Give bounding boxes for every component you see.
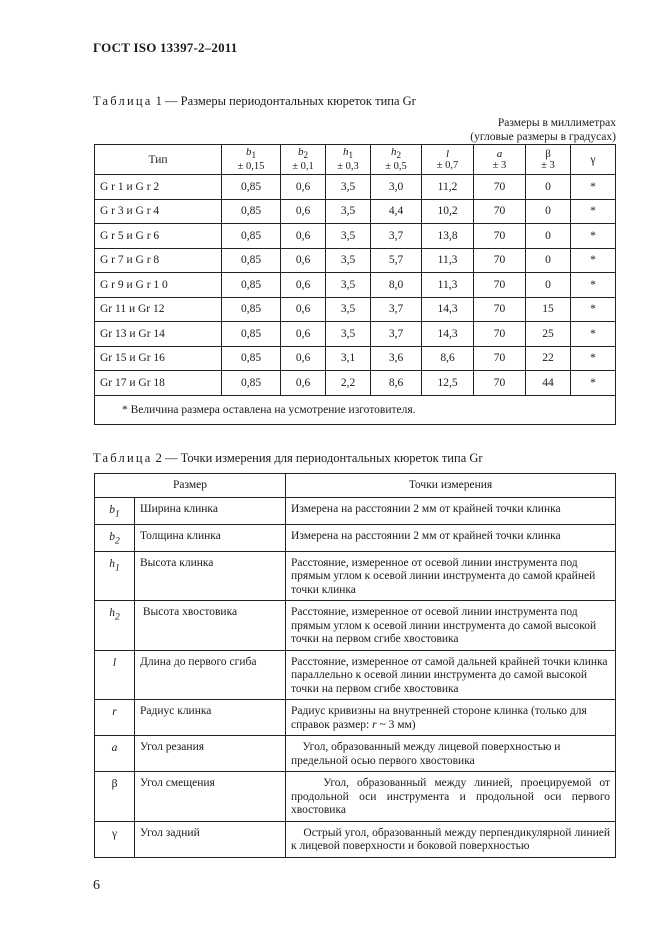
header-gamma: γ <box>571 145 616 175</box>
measure-point: Расстояние, измеренное от самой дальней крайней точки клинка параллельно к осевой линии инструмента до самой высокой точки на первом сгибе хвостовика <box>286 650 616 700</box>
size-name: Длина до первого сгиба <box>135 650 286 700</box>
size-name: Высота клинка <box>135 551 286 601</box>
table-row <box>95 736 616 772</box>
table2 <box>94 473 616 858</box>
table-row: Gr 15 и Gr 16 0,85 0,6 3,1 3,6 8,6 70 22 * <box>95 346 616 371</box>
header-a: a ± 3 <box>474 145 526 175</box>
table-row: G r 3 и G r 4 0,85 0,6 3,5 4,4 10,2 70 0 * <box>95 199 616 224</box>
measure-point: Расстояние, измеренное от осевой линии инструмента под прямым углом к осевой линии инструмента до самой крайней точки клинка <box>286 551 616 601</box>
table-row <box>95 551 616 601</box>
size-name: Толщина клинка <box>135 524 286 551</box>
header-measure-points: Точки измерения <box>286 474 616 498</box>
size-name: Ширина клинка <box>135 498 286 525</box>
measure-point: Измерена на расстоянии 2 мм от крайней точки клинка <box>286 524 616 551</box>
measure-point: Расстояние, измеренное от осевой линии инструмента под прямым углом к осевой линии инструмента до самой высокой точки на первом сгибе хвостовика <box>286 601 616 651</box>
header-b1: $b_1$ ± 0,15 <box>222 145 281 175</box>
measure-point: Острый угол, образованный между перпендикулярной линией к лицевой поверхности и боковой поверхностью <box>286 821 616 857</box>
symbol-cell: a <box>95 736 135 772</box>
table-row: G r 9 и G r 1 0 0,85 0,6 3,5 8,0 11,3 70 0 * <box>95 273 616 298</box>
table2-caption-text: 2 — Точки измерения для периодонтальных кюреток типа Gr <box>152 451 483 465</box>
table1-caption <box>93 94 416 109</box>
header-type: Тип <box>95 145 222 175</box>
table-row <box>95 772 616 822</box>
table2-caption-word: Таблица <box>93 451 153 465</box>
table1-caption-text: 1 — Размеры периодонтальных кюреток типа Gr <box>152 94 416 108</box>
document-header: ГОСТ ISO 13397-2–2011 <box>93 40 238 55</box>
table1-footnote: * Величина размера оставлена на усмотрение изготовителя. <box>95 395 616 424</box>
table-row <box>95 821 616 857</box>
symbol-cell: $b_2$ <box>95 524 135 551</box>
table-row <box>95 524 616 551</box>
table2-header-row <box>95 474 616 498</box>
symbol-cell: γ <box>95 821 135 857</box>
symbol-cell: $h_2$ <box>95 601 135 651</box>
table-row: Gr 11 и Gr 12 0,85 0,6 3,5 3,7 14,3 70 15 * <box>95 297 616 322</box>
size-name: Радиус клинка <box>135 700 286 736</box>
header-l: l ± 0,7 <box>422 145 474 175</box>
symbol-cell: l <box>95 650 135 700</box>
header-h1: $h_1$ ± 0,3 <box>326 145 371 175</box>
table-row: G r 5 и G r 6 0,85 0,6 3,5 3,7 13,8 70 0 * <box>95 224 616 249</box>
table-row <box>95 498 616 525</box>
header-size: Размер <box>95 474 286 498</box>
size-name: Высота хвостовика <box>135 601 286 651</box>
symbol-cell: $b_1$ <box>95 498 135 525</box>
measure-point: Радиус кривизны на внутренней стороне клинка (только для справок размер: r ~ 3 мм) <box>286 700 616 736</box>
symbol-cell: β <box>95 772 135 822</box>
table1-caption-word: Таблица <box>93 94 153 108</box>
header-b2: $b_2$ ± 0,1 <box>281 145 326 175</box>
units-line-2: (угловые размеры в градусах) <box>470 131 616 143</box>
units-line-1: Размеры в миллиметрах <box>497 117 616 129</box>
table-row: Gr 13 и Gr 14 0,85 0,6 3,5 3,7 14,3 70 25 * <box>95 322 616 347</box>
table-row <box>95 601 616 651</box>
measure-point: Угол, образованный между лицевой поверхностью и предельной осью первого хвостовика <box>286 736 616 772</box>
measure-point: Угол, образованный между линией, проецируемой от продольной оси инструмента и продольной оси первого хвостовика <box>286 772 616 822</box>
measure-point: Измерена на расстоянии 2 мм от крайней точки клинка <box>286 498 616 525</box>
table-row: G r 7 и G r 8 0,85 0,6 3,5 5,7 11,3 70 0 * <box>95 248 616 273</box>
table1-footnote-row <box>95 395 616 424</box>
table1 <box>94 144 616 425</box>
size-name: Угол задний <box>135 821 286 857</box>
table-row <box>95 650 616 700</box>
table1-header-row <box>95 145 616 175</box>
size-name: Угол резания <box>135 736 286 772</box>
symbol-cell: $h_1$ <box>95 551 135 601</box>
header-beta: β ± 3 <box>526 145 571 175</box>
symbol-cell: r <box>95 700 135 736</box>
size-name: Угол смещения <box>135 772 286 822</box>
table1-units-note <box>470 116 616 144</box>
table-row: Gr 17 и Gr 18 0,85 0,6 2,2 8,6 12,5 70 44 * <box>95 371 616 396</box>
page-number: 6 <box>93 878 100 893</box>
table-row <box>95 700 616 736</box>
table-row: G r 1 и G r 2 0,85 0,6 3,5 3,0 11,2 70 0 * <box>95 175 616 200</box>
header-h2: $h_2$ ± 0,5 <box>371 145 422 175</box>
table2-caption <box>93 451 483 466</box>
